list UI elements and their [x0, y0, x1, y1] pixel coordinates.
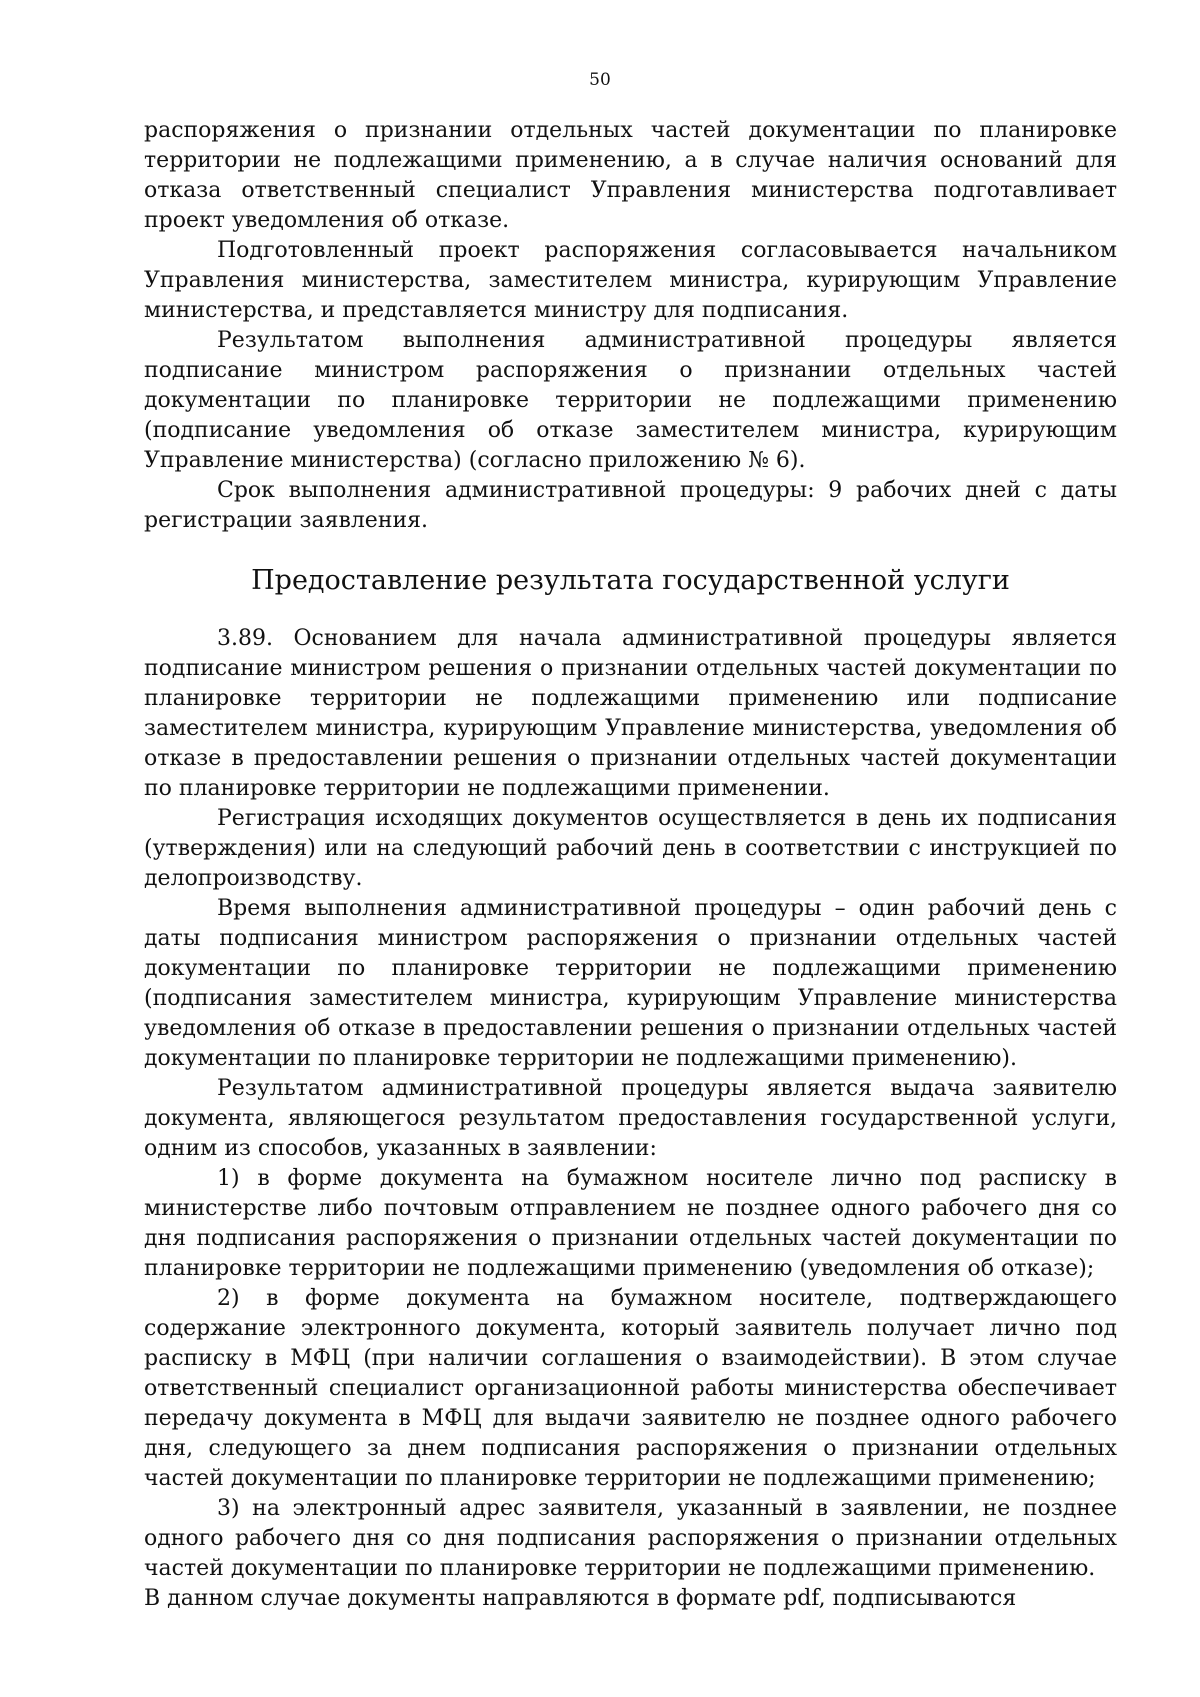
- paragraph-approval: Подготовленный проект распоряжения согласовывается начальником Управления министерства, заместителем министра, курирующим Управление министерства, и представляется министру для подписания.: [144, 238, 1117, 323]
- section-heading: Предоставление результата государственной услуги: [251, 565, 1010, 596]
- list-item-1: 1) в форме документа на бумажном носителе лично под расписку в министерстве либо почтовым отправлением не позднее одного рабочего дня со дня подписания распоряжения о признании отдельных частей документации по планировке территории не подлежащими применению (уведомления об отказе);: [144, 1166, 1117, 1281]
- paragraph-3-89: 3.89. Основанием для начала административной процедуры является подписание министром решения о признании отдельных частей документации по планировке территории не подлежащими применению или подписание заместителем министра, курирующим Управление министерства, уведомления об отказе в предоставлении решения о признании отдельных частей документации по планировке территории не подлежащими применении.: [144, 626, 1117, 801]
- page-number: 50: [589, 70, 611, 90]
- paragraph-continued: распоряжения о признании отдельных частей документации по планировке территории не подлежащими применению, а в случае наличия оснований для отказа ответственный специалист Управления министерства подготавливает проект уведомления об отказе.: [144, 118, 1117, 233]
- list-item-3: 3) на электронный адрес заявителя, указанный в заявлении, не позднее одного рабочего дня со дня подписания распоряжения о признании отдельных частей документации по планировке территории не подлежащими применению.: [144, 1496, 1117, 1581]
- list-item-2: 2) в форме документа на бумажном носителе, подтверждающего содержание электронного документа, который заявитель получает лично под расписку в МФЦ (при наличии соглашения о взаимодействии). В этом случае ответственный специалист организационной работы министерства обеспечивает передачу документа в МФЦ для выдачи заявителю не позднее одного рабочего дня, следующего за днем подписания распоряжения о признании отдельных частей документации по планировке территории не подлежащими применению;: [144, 1286, 1117, 1491]
- paragraph-deadline: Срок выполнения административной процедуры: 9 рабочих дней с даты регистрации заявления.: [144, 478, 1117, 533]
- paragraph-registration: Регистрация исходящих документов осуществляется в день их подписания (утверждения) или на следующий рабочий день в соответствии с инструкцией по делопроизводству.: [144, 806, 1117, 891]
- document-body: [144, 116, 1117, 1614]
- paragraph-pdf-format: В данном случае документы направляются в формате pdf, подписываются: [144, 1586, 1017, 1611]
- paragraph-execution-time: Время выполнения административной процедуры – один рабочий день с даты подписания министром распоряжения о признании отдельных частей документации по планировке территории не подлежащими применению (подписания заместителем министра, курирующим Управление министерства уведомления об отказе в предоставлении решения о признании отдельных частей документации по планировке территории не подлежащими применению).: [144, 896, 1117, 1071]
- paragraph-procedure-result: Результатом административной процедуры является выдача заявителю документа, являющегося результатом предоставления государственной услуги, одним из способов, указанных в заявлении:: [144, 1076, 1117, 1161]
- paragraph-result: Результатом выполнения административной процедуры является подписание министром распоряжения о признании отдельных частей документации по планировке территории не подлежащими применению (подписание уведомления об отказе заместителем министра, курирующим Управление министерства) (согласно приложению № 6).: [144, 328, 1117, 473]
